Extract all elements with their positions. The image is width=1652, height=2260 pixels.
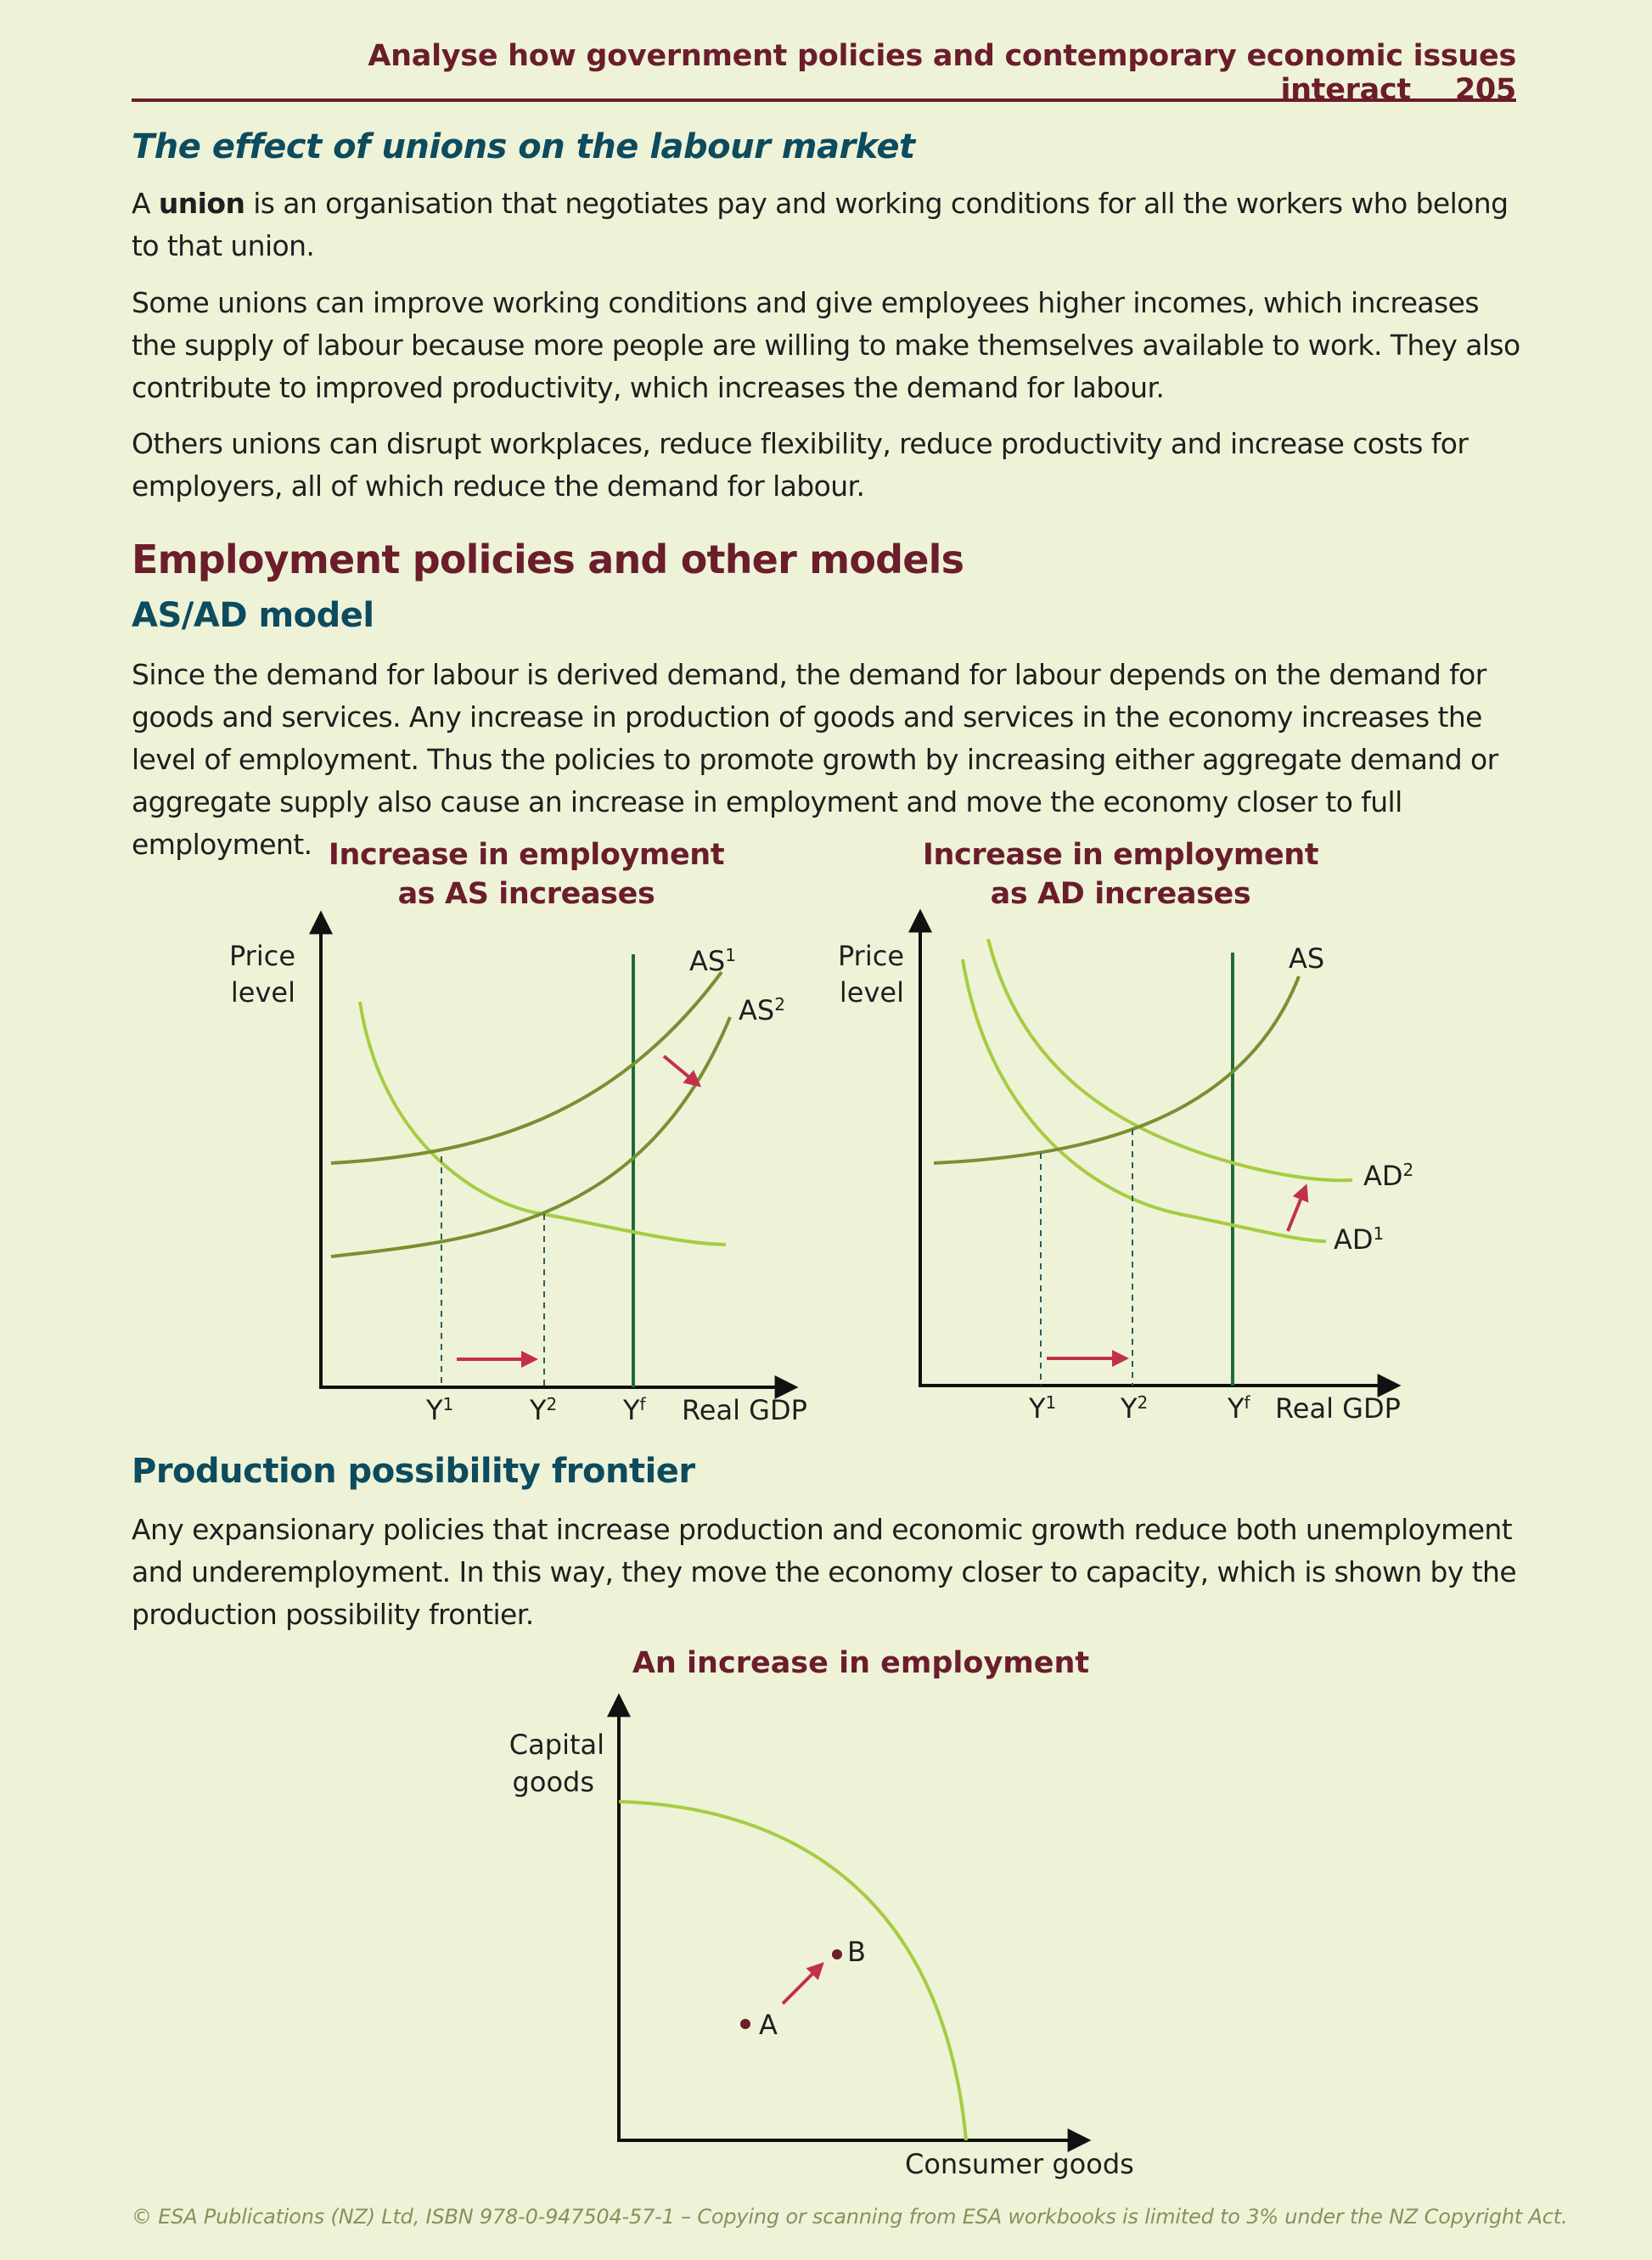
- chart-ad-ad1-label: $AD^1$: [1334, 1223, 1385, 1256]
- unions-benefit-paragraph: Some unions can improve working conditions and give employees higher incomes, which increases the supply of labour because more people are willing to make themselves available to work. They also contribute to improved productivity, which increases the demand for labour.: [132, 286, 1520, 404]
- union-term: union: [158, 187, 245, 220]
- chart-ppf-frontier-curve: [619, 1802, 966, 2140]
- employment-policies-heading: Employment policies and other models: [132, 537, 964, 582]
- chart-ad-ad2-label: $AD^2$: [1363, 1160, 1414, 1192]
- copyright-footer: © ESA Publications (NZ) Ltd, ISBN 978-0-947504-57-1 – Copying or scanning from ESA workbooks is limited to 3% under the NZ Copyright Act.: [132, 2205, 1568, 2229]
- chart-as-ad-curve: [360, 1002, 726, 1245]
- chart-ppf-label-a: A: [759, 2009, 778, 2041]
- para-lead: A: [132, 187, 150, 220]
- chart-ad-increase: [838, 914, 1413, 1425]
- para-rest: is an organisation that negotiates pay and working conditions for all the workers who belong to that union.: [132, 187, 1509, 262]
- chart-as-as1-curve: [331, 972, 722, 1163]
- chart-as-shift-arrow: [664, 1056, 699, 1085]
- chart-ad-ad1-curve: [963, 959, 1326, 1241]
- chart-as-tick-y1: $Y^1$: [426, 1394, 454, 1426]
- unions-heading: The effect of unions on the labour market: [132, 127, 915, 166]
- chart-ad-tick-yf: $Y^f$: [1228, 1392, 1250, 1425]
- chart-as-as1-label: $AS^1$: [689, 945, 736, 977]
- chapter-title: Analyse how government policies and contemporary economic issues interact: [368, 39, 1516, 107]
- chart-as-tick-y2: $Y^2$: [530, 1394, 558, 1426]
- chart-ad-as-curve: [934, 976, 1299, 1163]
- ppf-paragraph: Any expansionary policies that increase production and economic growth reduce both unemployment and underemployment. In this way, they move the economy closer to capacity, which is shown by the production possibility frontier.: [132, 1513, 1517, 1631]
- chart-ppf-ylabel-line1: Capital: [509, 1729, 604, 1761]
- chart-as-xlabel: Real GDP: [682, 1394, 807, 1426]
- chart-ppf-point-b: [832, 1949, 842, 1959]
- chart-ad-ad2-curve: [988, 939, 1352, 1180]
- chart-ad-title-line2: as AD increases: [990, 877, 1251, 911]
- chart-as-as2-curve: [331, 1017, 730, 1256]
- chart-as-title-line2: as AS increases: [397, 877, 655, 911]
- asad-heading: AS/AD model: [132, 596, 374, 635]
- chart-ad-ylabel-line1: Price: [837, 940, 904, 972]
- ppf-heading: Production possibility frontier: [132, 1452, 695, 1491]
- asad-paragraph: Since the demand for labour is derived demand, the demand for labour depends on the demand for goods and services. Any increase in production of goods and services in the economy increases the level of employment. Thus the policies to promote growth by increasing either aggregate demand or aggregate supply also cause an increase in employment and move the economy closer to full employment.: [132, 658, 1498, 861]
- chart-ad-shift-arrow: [1288, 1187, 1306, 1231]
- unions-disrupt-paragraph: Others unions can disrupt workplaces, reduce flexibility, reduce productivity and increase costs for employers, all of which reduce the demand for labour.: [132, 427, 1469, 503]
- chart-ad-as-label: AS: [1289, 942, 1325, 975]
- chart-ad-ylabel-line2: level: [839, 976, 904, 1009]
- chart-ppf-point-a: [740, 2019, 750, 2029]
- chart-as-increase: [229, 915, 807, 1426]
- chart-ad-tick-y2: $Y^2$: [1121, 1392, 1149, 1425]
- chart-as-as2-label: $AS^2$: [739, 994, 785, 1026]
- chart-ppf-move-arrow: [783, 1965, 822, 2004]
- chart-ppf-title: An increase in employment: [632, 1646, 1090, 1680]
- chart-ppf-label-b: B: [847, 1936, 866, 1968]
- chart-as-tick-yf: $Y^f$: [623, 1394, 646, 1426]
- chart-as-ylabel-line1: Price: [228, 940, 295, 972]
- chart-as-ylabel-line2: level: [230, 976, 295, 1009]
- chart-as-title-line1: Increase in employment: [328, 838, 725, 872]
- chart-ppf-ylabel-line2: goods: [512, 1766, 594, 1798]
- chart-ppf: [509, 1646, 1134, 2180]
- chart-ppf-xlabel: Consumer goods: [905, 2148, 1134, 2180]
- chart-ad-tick-y1: $Y^1$: [1029, 1392, 1057, 1425]
- chart-ad-title-line1: Increase in employment: [922, 838, 1319, 872]
- page-number: 205: [1454, 73, 1516, 107]
- chart-ad-xlabel: Real GDP: [1275, 1392, 1401, 1425]
